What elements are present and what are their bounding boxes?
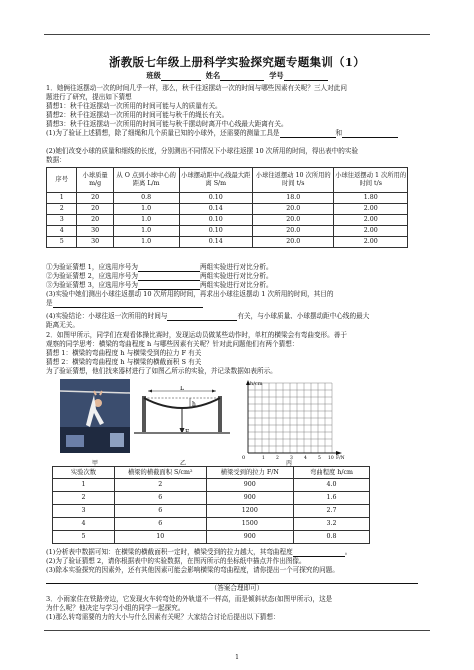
q1-line: 题进行了研究，提出如下猜想: [46, 93, 132, 101]
table-header: 实验次数: [53, 467, 115, 479]
q2-line: 2．如图甲所示，同学们在观看体操比赛时，发现运动员做某些动作时，单杠的横梁会有弯曲变形。善于: [46, 331, 347, 339]
q1-line: 猜想3：秋千往返摆动一次所用的时间可能与秋千摆动时离开中心线最大距离有关。: [46, 120, 288, 128]
table-row: 3 20 1.0 0.10 20.0 2.00: [47, 215, 408, 226]
q3-line: (1)那么转弯需要的力的大小与什么因素有关呢？大家结合讨论后提出以下猜想：: [46, 613, 280, 621]
q1-line: 是: [46, 299, 428, 308]
table-header-row: [53, 467, 370, 479]
table-row: 4 30 1.0 0.10 20.0 2.00: [47, 226, 408, 237]
table-header: 从 O 点到小球中心的距离 L/m: [113, 168, 179, 193]
table-row: 5 10 900 0.8: [53, 531, 370, 544]
header-rule: [44, 34, 430, 35]
q1-line: 1．她俩往返摆动一次的时间几乎一样，那么，秋千往返摆动一次的时间与哪些因素有关呢？三人对此问: [46, 84, 347, 92]
footer-rule: [44, 630, 430, 631]
table-row: 1 20 0.8 0.10 18.0 1.80: [47, 193, 408, 204]
q1-line: (2)她们改变小球的质量和细线的长度，分别测出不同情况下小球往返摆 10 次所用的时间，得出表中的实验: [46, 147, 359, 155]
q2-line: 观察的同学思考：横梁的弯曲程度 h 与哪些因素有关呢？针对此问题他们有两个猜想：: [46, 340, 299, 348]
student-info-line: [0, 71, 474, 81]
beam-diagram: [134, 386, 230, 448]
q1-line: (3)实验中她们测出小球往返摆动 10 次所用的时间，再求出小球往返摆动 1 次所用的时间，其目的: [46, 290, 334, 298]
table-header-row: [47, 168, 408, 193]
figure-caption-jia: 甲: [92, 460, 99, 467]
q2-line: （答案合理即可）: [210, 584, 264, 592]
y-axis-label: h/cm: [250, 381, 263, 387]
x-tick: 10: [328, 456, 334, 461]
table-header: 小球往返摆动 1 次所用的时间 t/s: [334, 168, 408, 193]
q2-line: 猜想 2：横梁的弯曲程度 h 与横梁的横截面积 S 有关: [46, 358, 202, 366]
q2-data-table: [52, 466, 370, 544]
label-L: L: [180, 386, 184, 392]
q3-line: 为什么呢？他决定与学习小组的同学一起探究。: [46, 604, 185, 612]
table-header: 小球质量 m/g: [77, 168, 113, 193]
q1-line: 数据：: [46, 156, 66, 164]
answer-blank: [280, 137, 336, 138]
origin-label: 0: [242, 455, 246, 461]
gymnast-photo: [60, 379, 130, 453]
table-row: 2 20 1.0 0.14 20.0 2.00: [47, 204, 408, 215]
page-number: 1: [235, 654, 239, 661]
q1-line: 猜想2：秋千往返摆动一次所用的时间可能与秋千的绳长有关。: [46, 111, 229, 119]
label-h: h: [192, 401, 196, 408]
x-tick: 4: [304, 456, 307, 461]
q2-line: 猜想 1：横梁的弯曲程度 h 与横梁受到的拉力 F 有关: [46, 349, 202, 357]
x-tick: 5: [318, 456, 321, 461]
table-row: 3 6 1200 2.7: [53, 505, 370, 518]
q1-data-table: [46, 167, 408, 248]
name-label: 姓名: [205, 71, 221, 80]
q2-line: (3)除本实验探究的因素外，还有其他因素可能会影响横梁的弯曲程度，请你提出一个可探究的问题。: [46, 566, 339, 574]
id-blank: [284, 80, 328, 81]
x-axis-label: F/N: [336, 456, 345, 461]
page-title: 浙教版七年级上册科学实验探究题专题集训（1）: [108, 55, 366, 69]
table-row: 2 6 900 1.6: [53, 492, 370, 505]
table-header: 序号: [47, 168, 77, 193]
table-row: 1 2 900 4.0: [53, 479, 370, 492]
table-header: 横梁的横截面积 S/cm²: [114, 467, 206, 479]
figure-caption-yi: 乙: [180, 460, 187, 467]
q1-line: ①为验证猜想 1，应选用序号为 两组实验进行对比分析。: [46, 263, 273, 271]
answer-blank: [342, 137, 398, 138]
q1-line: 猜想1：秋千往返摆动一次所用的时间可能与人的质量有关。: [46, 102, 222, 110]
q2-line: [46, 575, 428, 584]
table-header: 小球往返摆动 10 次所用的时间 t/s: [253, 168, 334, 193]
q2-line: (1)分析表中数据可知：在横梁的横截面积一定时，横梁受到的拉力越大，其弯曲程度 。: [46, 548, 352, 556]
q1-line: (4)实验结论：小球往返一次所用的时间与 有关，与小球质量、小球摆动距中心线的最大: [46, 312, 370, 320]
class-blank: [161, 80, 201, 81]
x-tick: 2: [276, 456, 279, 461]
table-header: 横梁受到的拉力 F/N: [206, 467, 294, 479]
table-row: 5 30 1.0 0.14 20.0 2.00: [47, 237, 408, 248]
x-tick: 1: [262, 456, 265, 461]
id-label: 学号: [269, 71, 284, 80]
table-header: 弯曲程度 h/cm: [294, 467, 370, 479]
grid-paper: [234, 379, 346, 461]
q1-line: 距离无关。: [46, 321, 79, 329]
name-blank: [220, 80, 264, 81]
answer-blank: [53, 307, 203, 308]
class-label: 班级: [146, 71, 161, 80]
x-tick: 3: [290, 456, 293, 461]
q1-line: ③为验证猜想 3，应选用序号为 两组实验进行对比分析。: [46, 281, 273, 289]
q2-line: (2)为了验证猜想 2，请你根据表中的实验数据，在图丙所示的坐标纸中描点并作出图像。: [46, 557, 306, 565]
table-header: 小球摆动距中心线最大距离 S/m: [179, 168, 253, 193]
q3-line: 3．小雨家住在铁路旁边，它发现火车转弯处的外轨道不一样高，而是倾斜状态(如图甲所示)，这是: [46, 595, 333, 603]
q1-line: (1)为了验证上述猜想，除了细绳和几个质量已知的小球外，还需要的测量工具是 和: [46, 129, 428, 138]
q1-line: ②为验证猜想 2，应选用序号为 两组实验进行对比分析。: [46, 272, 273, 280]
q2-line: 为了验证猜想，他们找来器材进行了如图乙所示的实验，并记录数据如表所示。: [46, 367, 277, 375]
figure-caption-bing: 丙: [286, 460, 293, 467]
table-row: 4 6 1500 3.2: [53, 518, 370, 531]
